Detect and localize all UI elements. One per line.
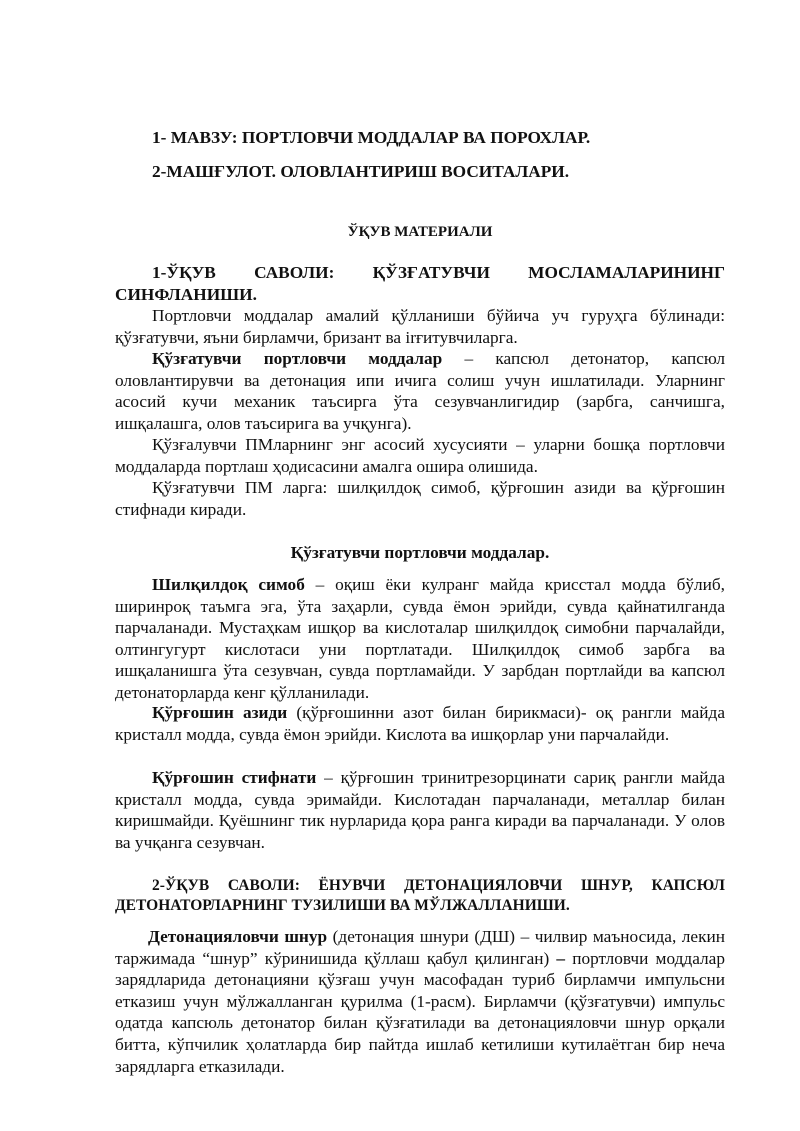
term-lead-styphnate: Қўрғошин стифнати — [152, 768, 317, 787]
paragraph-2 — [115, 348, 725, 434]
topic-heading: 1- МАВЗУ: ПОРТЛОВЧИ МОДДАЛАР ВА ПОРОХЛАР. — [152, 128, 591, 147]
term-detonating-cord: Детонацияловчи шнур — [148, 927, 328, 946]
question-1-heading: 1-ЎҚУВ САВОЛИ: ҚЎЗҒАТУВЧИ МОСЛАМАЛАРИНИНГ СИНФЛАНИШИ. — [115, 263, 725, 304]
lesson-heading: 2-МАШҒУЛОТ. ОЛОВЛАНТИРИШ ВОСИТАЛАРИ. — [152, 162, 570, 181]
paragraph-6 — [115, 702, 725, 745]
paragraph-8 — [115, 926, 725, 1077]
paragraph-7 — [115, 767, 725, 853]
paragraph-7-text: – қўрғошин тринитрезорцинати сариқ рангли майда кристалл модда, сувда эримайди. Кислотадан парчаланади, металлар билан киришмайди. Қуёшнинг тик нурларида қора ранга киради ва парчаланади. У олов ва учқанга сезувчан. — [115, 768, 726, 852]
paragraph-4: Қўзғатувчи ПМ ларга: шилқилдоқ симоб, қўрғошин азиди ва қўрғошин стифнади киради. — [115, 478, 725, 519]
subheading: Қўзғатувчи портловчи моддалар. — [290, 543, 550, 562]
paragraph-5-text: – оқиш ёки кулранг майда крисстал модда бўлиб, ширинроқ таъмга эга, ўта заҳарли, сувда ёмон эрийди, сувда қайнатилганда парчаланади. Мустаҳкам ишқор ва кислоталар шилқилдоқ симобни парчалайди, олтингугурт кислотаси уни портлатади. Шилқилдоқ симоб зарбга ва ишқаланишга ўта сезувчан, сувда портламайди. У зарбдан портлайди ва капсюл детонаторларда кенг қўлланилади. — [115, 575, 725, 702]
term-initiating-explosives: Қўзғатувчи портловчи моддалар — [152, 349, 443, 368]
term-lead-azide: Қўрғошин азиди — [152, 703, 288, 722]
paragraph-5 — [115, 574, 725, 704]
dash: – — [556, 948, 566, 968]
paragraph-8-text: (детонация шнури (ДШ) – чилвир маъносида, лекин таржимада “шнур” кўринишида қўллаш қабул қилинган) — [115, 927, 725, 968]
paragraph-2-text: – капсюл детонатор, капсюл оловлантирувчи ва детонация ипи ичига солиш учун ишлатилади. Уларнинг асосий кучи механик таъсирга ўта сезувчанлигидир (зарбга, санчишга, ишқалашга, олов таъсирига ва учқунга). — [115, 349, 725, 433]
question-2-heading: 2-ЎҚУВ САВОЛИ: ЁНУВЧИ ДЕТОНАЦИЯЛОВЧИ ШНУР, КАПСЮЛ ДЕТОНАТОРЛАРНИНГ ТУЗИЛИШИ ВА МЎЛЖАЛЛАНИШИ. — [115, 877, 725, 914]
paragraph-6-text: (қўрғошинни азот билан бирикмаси)- оқ рангли майда кристалл модда, сувда ёмон эрийди. Кислота ва ишқорлар уни парчалайди. — [115, 703, 725, 744]
term-mercury-fulminate: Шилқилдоқ симоб — [152, 575, 305, 594]
paragraph-8-text-rest: портловчи моддалар зарядларида детонацияни қўзғаш учун масофадан туриб бирламчи импульсни етказиш учун мўлжалланган қурилма (1-расм). Бирламчи (қўзғатувчи) импульс одатда капсюль детонатор билан қўзғатилади ва детонацияловчи шнур орқали битта, кўпчилик ҳолатларда бир пайтда ишлаб кетилиши кутилаётган бир неча зарядларга етказилади. — [115, 948, 725, 1076]
paragraph-3: Қўзғалувчи ПМларнинг энг асосий хусусияти – уларни бошқа портловчи моддаларда портлаш ҳодисасини амалга ошира олишида. — [115, 435, 725, 476]
study-material-heading: ЎҚУВ МАТЕРИАЛИ — [347, 224, 493, 240]
paragraph-1: Портловчи моддалар амалий қўлланиши бўйича уч гуруҳга бўлинади: қўзғатувчи, яъни бирламчи, бризант ва irғитувчиларга. — [115, 306, 725, 347]
